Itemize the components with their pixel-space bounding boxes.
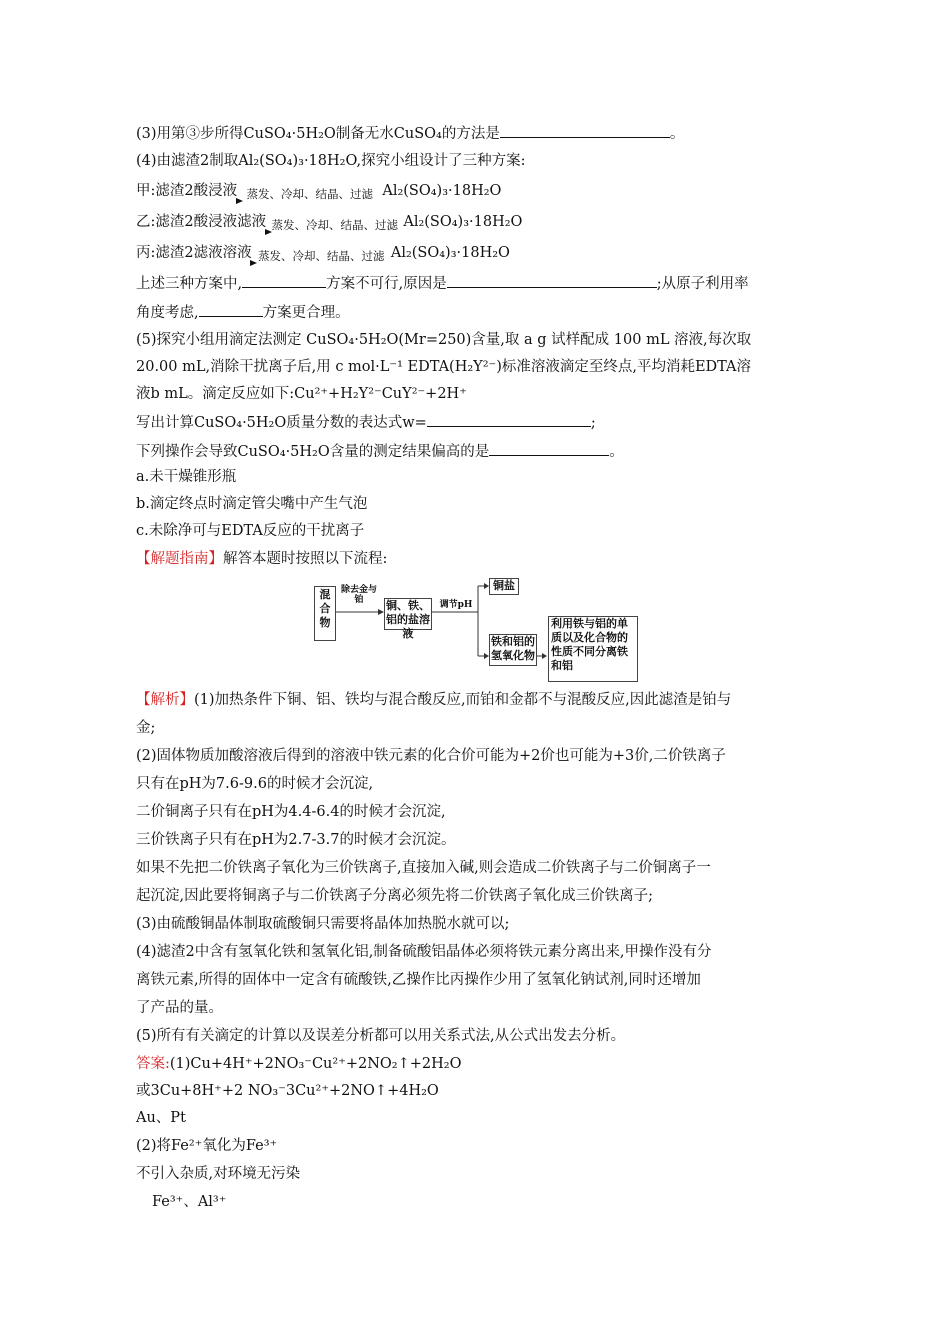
- question-5-expression: 写出计算CuSO₄·5H₂O质量分数的表达式w= ;: [136, 411, 826, 433]
- question-5-line3: 液b mL。滴定反应如下:Cu²⁺+H₂Y²⁻CuY²⁻+2H⁺: [136, 386, 467, 402]
- analysis-tag: 【解析】: [136, 692, 194, 708]
- flow-label-remove: 除去金与铂: [340, 585, 377, 605]
- question-5-line1: (5)探究小组用滴定法测定 CuSO₄·5H₂O(Mr=250)含量,取 a g 试样配成 100 mL 溶液,每次取: [136, 332, 752, 348]
- answer-tag: 答案:: [136, 1056, 170, 1072]
- flow-box-copper-salt: 铜盐: [489, 578, 519, 595]
- flow-box-salt-solution: 铜、铁、铝的盐溶液: [386, 599, 430, 640]
- analysis-1a: 【解析】(1)加热条件下铜、铝、铁均与混合酸反应,而铂和金都不与混酸反应,因此滤渣是铂与: [136, 692, 732, 708]
- analysis-1b: 金;: [136, 720, 156, 736]
- solution-guide: 【解题指南】解答本题时按照以下流程:: [136, 551, 388, 567]
- answer-blank-reason[interactable]: [447, 272, 657, 288]
- reaction-arrow: 蒸发、冷却、结晶、过滤: [246, 187, 373, 201]
- answer-blank-expression[interactable]: [427, 411, 591, 427]
- answer-1a: 答案:(1)Cu+4H⁺+2NO₃⁻Cu²⁺+2NO₂↑+2H₂O: [136, 1056, 462, 1072]
- reaction-arrow: 蒸发、冷却、结晶、过滤: [271, 218, 398, 232]
- analysis-4a: (4)滤渣2中含有氢氧化铁和氢氧化铝,制备硫酸铝晶体必须将铁元素分离出来,甲操作没有分: [136, 944, 712, 960]
- plan-c: 丙:滤渣2滤液溶液 蒸发、冷却、结晶、过滤 Al₂(SO₄)₃·18H₂O: [136, 245, 510, 263]
- flow-diagram: [300, 578, 640, 684]
- analysis-2f: 起沉淀,因此要将铜离子与二价铁离子分离必须先将二价铁离子氧化成三价铁离子;: [136, 888, 653, 904]
- analysis-5: (5)所有有关滴定的计算以及误差分析都可以用关系式法,从公式出发去分析。: [136, 1028, 626, 1044]
- plan-a: 甲:滤渣2酸浸液 蒸发、冷却、结晶、过滤 Al₂(SO₄)₃·18H₂O: [136, 183, 502, 201]
- question-5-line2: 20.00 mL,消除干扰离子后,用 c mol·L⁻¹ EDTA(H₂Y²⁻)标准溶液滴定至终点,平均消耗EDTA溶: [136, 359, 752, 375]
- answer-blank-plan[interactable]: [242, 272, 326, 288]
- reaction-arrow: 蒸发、冷却、结晶、过滤: [257, 249, 385, 263]
- answer-blank-q3[interactable]: [500, 122, 670, 138]
- option-b: b.滴定终点时滴定管尖嘴中产生气泡: [136, 496, 368, 512]
- answer-2b: 不引入杂质,对环境无污染: [136, 1166, 301, 1182]
- question-5-error: 下列操作会导致CuSO₄·5H₂O含量的测定结果偏高的是 。: [136, 440, 826, 462]
- analysis-4c: 了产品的量。: [136, 1000, 223, 1016]
- question-3: (3)用第③步所得CuSO₄·5H₂O制备无水CuSO₄的方法是 。: [136, 122, 826, 144]
- question-4-part2: 角度考虑, 方案更合理。: [136, 301, 826, 323]
- plan-b: 乙:滤渣2酸浸液滤液 蒸发、冷却、结晶、过滤 Al₂(SO₄)₃·18H₂O: [136, 214, 523, 232]
- flow-box-separation: 利用铁与铝的单质以及化合物的性质不同分离铁和铝: [548, 616, 638, 682]
- option-a: a.未干燥锥形瓶: [136, 469, 237, 485]
- flow-label-ph: 调节pH: [439, 600, 473, 610]
- analysis-2e: 如果不先把二价铁离子氧化为三价铁离子,直接加入碱,则会造成二价铁离子与二价铜离子一: [136, 860, 711, 876]
- analysis-2d: 三价铁离子只有在pH为2.7-3.7的时候才会沉淀。: [136, 832, 456, 848]
- option-c: c.未除净可与EDTA反应的干扰离子: [136, 523, 365, 539]
- answer-blank-better-plan[interactable]: [199, 301, 263, 317]
- analysis-2b: 只有在pH为7.6-9.6的时候才会沉淀,: [136, 776, 374, 792]
- flow-box-mixture: 混合物: [314, 586, 336, 641]
- analysis-4b: 离铁元素,所得的固体中一定含有硫酸铁,乙操作比丙操作少用了氢氧化钠试剂,同时还增加: [136, 972, 701, 988]
- question-4-part1: 上述三种方案中, 方案不可行,原因是 ;从原子利用率: [136, 272, 826, 294]
- answer-1b: 或3Cu+8H⁺+2 NO₃⁻3Cu²⁺+2NO↑+4H₂O: [136, 1083, 439, 1099]
- answer-blank-error[interactable]: [489, 440, 609, 456]
- answer-2c: Fe³⁺、Al³⁺: [152, 1194, 227, 1210]
- analysis-3: (3)由硫酸铜晶体制取硫酸铜只需要将晶体加热脱水就可以;: [136, 916, 510, 932]
- analysis-2c: 二价铜离子只有在pH为4.4-6.4的时候才会沉淀,: [136, 804, 446, 820]
- question-4-intro: (4)由滤渣2制取Al₂(SO₄)₃·18H₂O,探究小组设计了三种方案:: [136, 153, 526, 169]
- answer-1c: Au、Pt: [136, 1110, 186, 1126]
- guide-tag: 【解题指南】: [136, 551, 223, 567]
- flow-box-hydroxides: 铁和铝的氢氧化物: [489, 634, 537, 666]
- analysis-2a: (2)固体物质加酸溶液后得到的溶液中铁元素的化合价可能为+2价也可能为+3价,二价铁离子: [136, 748, 726, 764]
- answer-2a: (2)将Fe²⁺氧化为Fe³⁺: [136, 1138, 278, 1154]
